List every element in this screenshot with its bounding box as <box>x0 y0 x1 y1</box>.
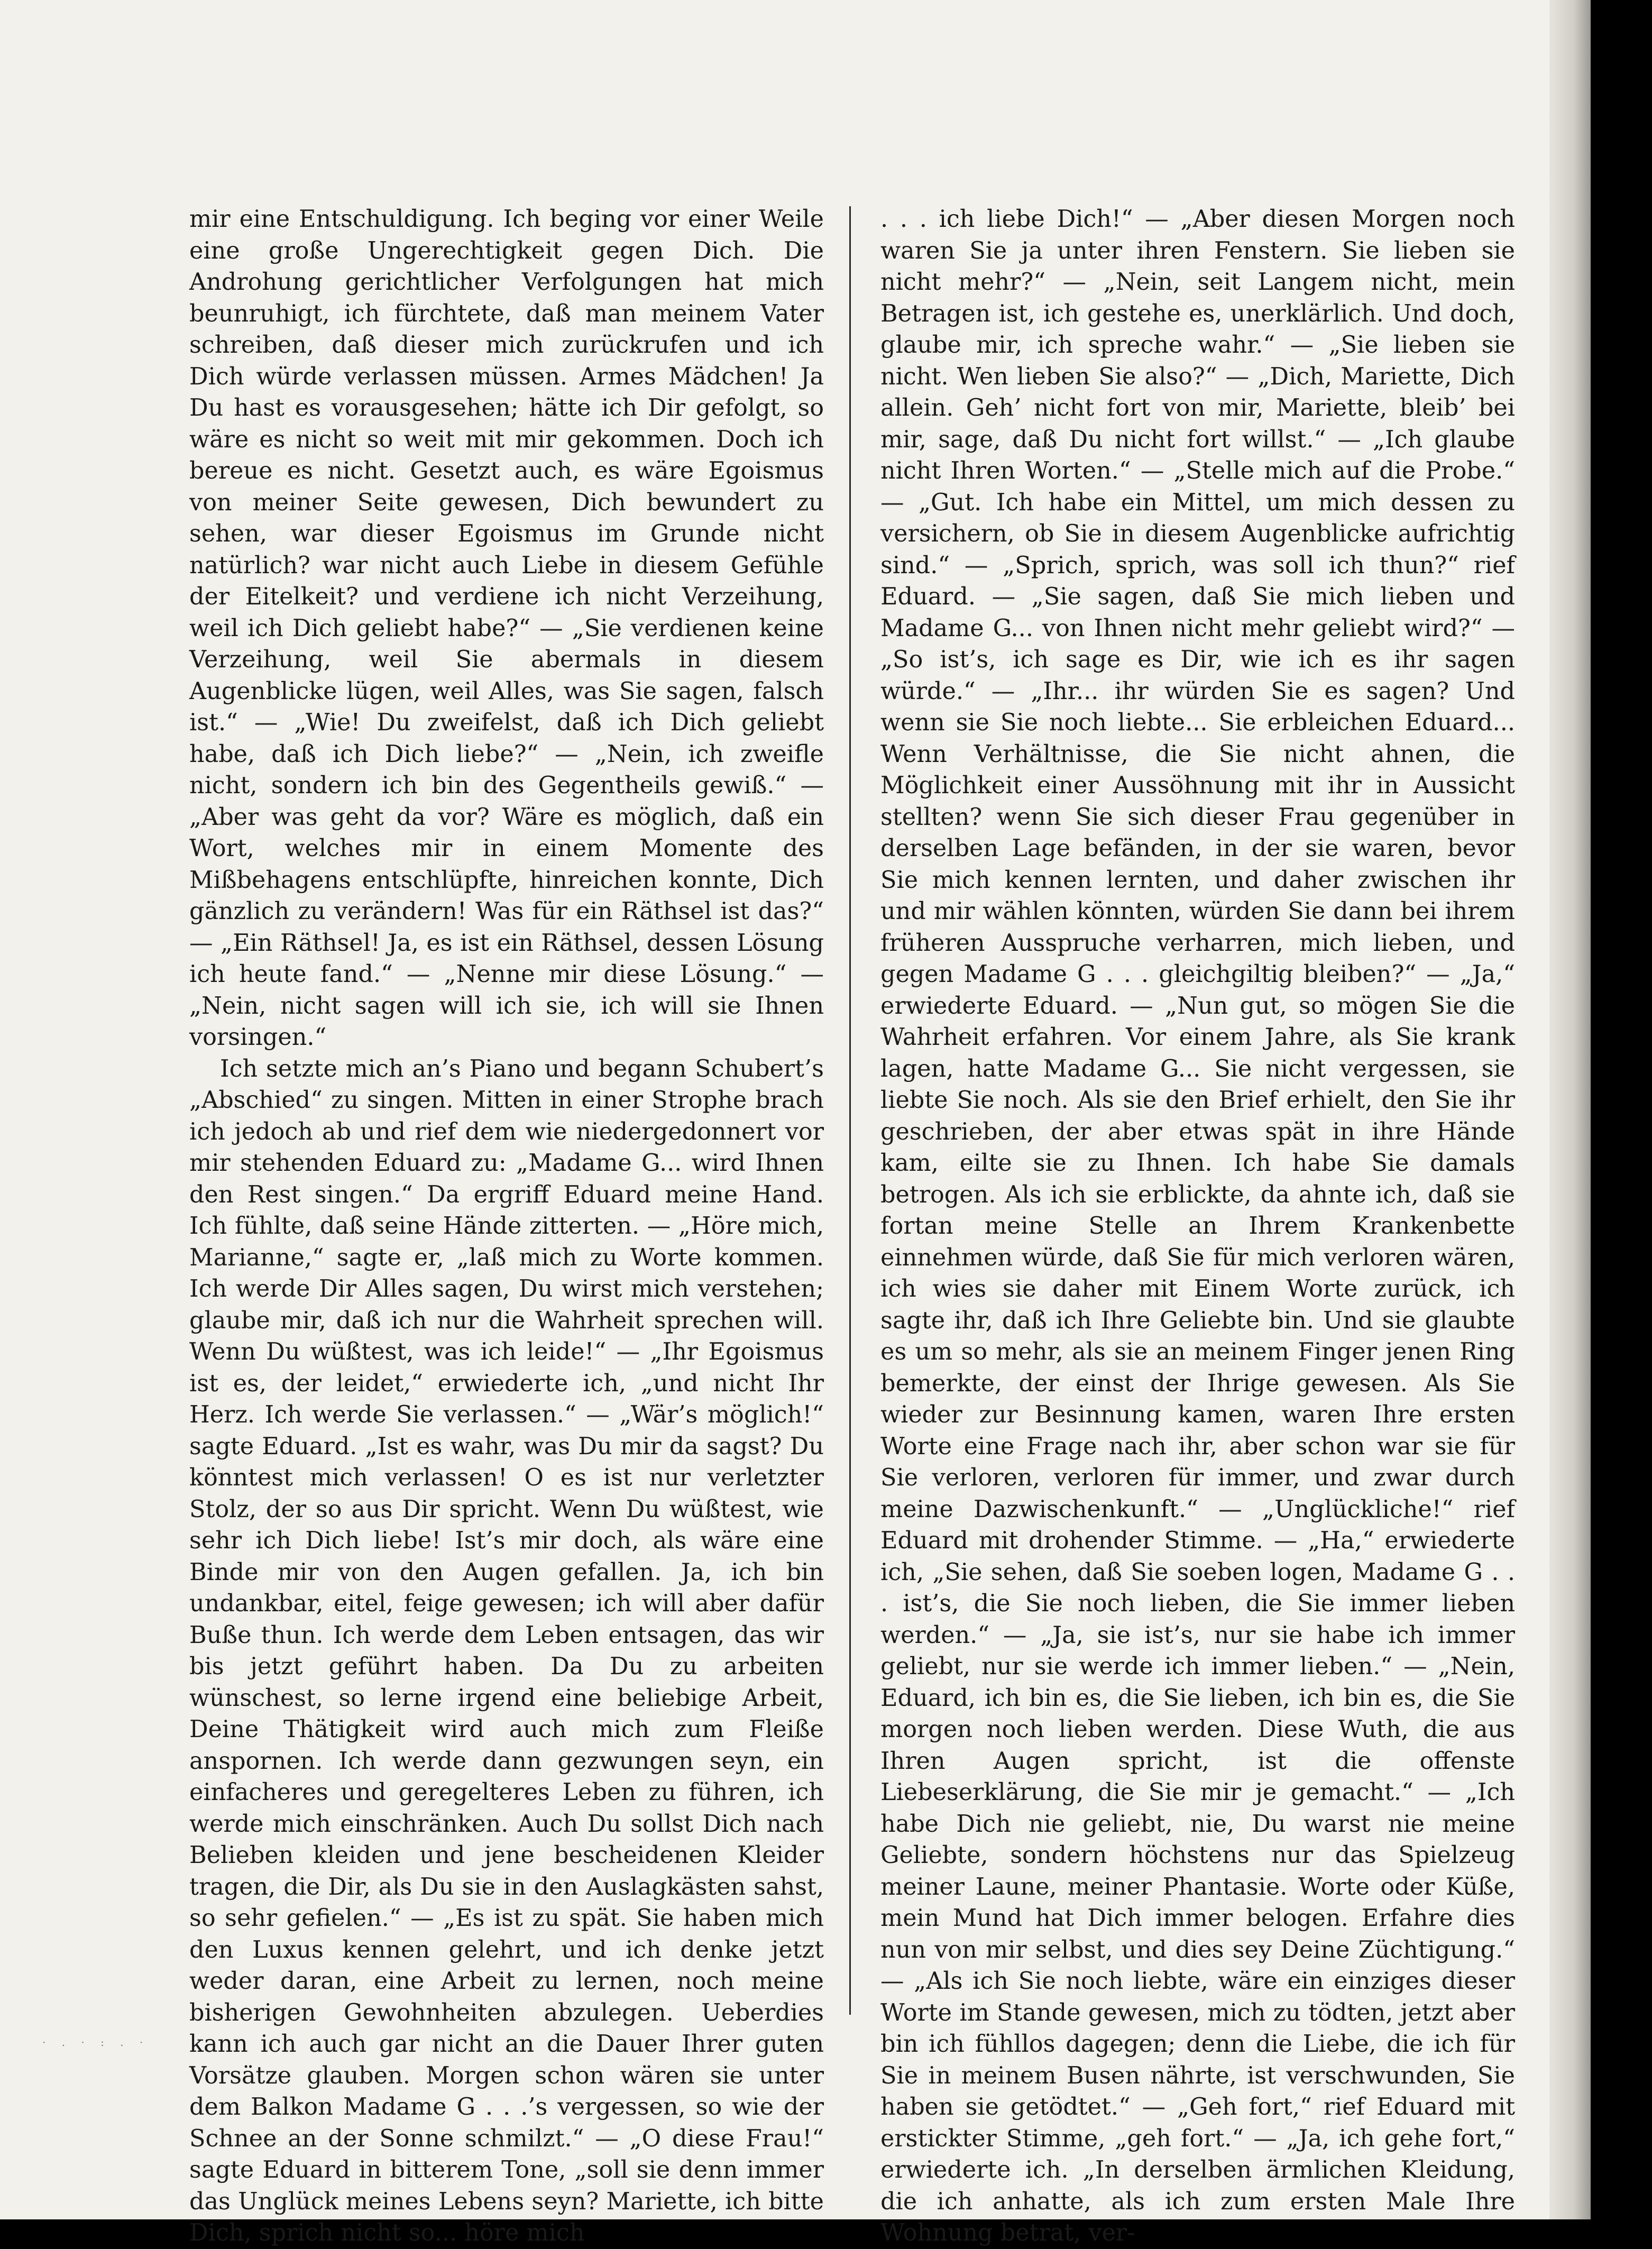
left-paragraph-2: Ich setzte mich an’s Piano und begann Schubert’s „Abschied“ zu singen. Mitten in einer Strophe brach ich jedoch ab und rief dem wie niedergedonnert vor mir stehenden Eduard zu: „Madame G... wird Ihnen den Rest singen.“ Da ergriff Eduard meine Hand. Ich fühlte, daß seine Hände zitterten. — „Höre mich, Marianne,“ sagte er, „laß mich zu Worte kommen. Ich werde Dir Alles sagen, Du wirst mich verstehen; glaube mir, daß ich nur die Wahrheit sprechen will. Wenn Du wüßtest, was ich leide!“ — „Ihr Egoismus ist es, der leidet,“ erwiederte ich, „und nicht Ihr Herz. Ich werde Sie verlassen.“ — „Wär’s möglich!“ sagte Eduard. „Ist es wahr, was Du mir da sagst? Du könntest mich verlassen! O es ist nur verletzter Stolz, der so aus Dir spricht. Wenn Du wüßtest, wie sehr ich Dich liebe! Ist’s mir doch, als wäre eine Binde mir von den Augen gefallen. Ja, ich bin undankbar, eitel, feige gewesen; ich will aber dafür Buße thun. Ich werde dem Leben entsagen, das wir bis jetzt geführt haben. Da Du zu arbeiten wünschest, so lerne irgend eine beliebige Arbeit, Deine Thätigkeit wird auch mich zum Fleiße anspornen. Ich werde dann gezwungen seyn, ein einfacheres und geregelteres Leben zu führen, ich werde mich einschränken. Auch Du sollst Dich nach Belieben kleiden und jene bescheidenen Kleider tragen, die Dir, als Du sie in den Auslagkästen sahst, so sehr gefielen.“ — „Es ist zu spät. Sie haben mich den Luxus kennen gelehrt, und ich denke jetzt weder daran, eine Arbeit zu lernen, noch meine bisherigen Gewohnheiten abzulegen. Ueberdies kann ich auch gar nicht an die Dauer Ihrer guten Vorsätze glauben. Morgen schon wären sie unter dem Balkon Madame G . . .’s vergessen, so wie der Schnee an der Sonne schmilzt.“ — „O diese Frau!“ sagte Eduard in bitterem Tone, „soll sie denn immer das Unglück meines Lebens seyn? Mariette, ich bitte Dich, sprich nicht so... höre mich <box>189 1055 824 2246</box>
scan-specks: · . · : . · <box>42 2036 150 2049</box>
right-column <box>880 204 1515 2249</box>
page-edge-shadow <box>1549 0 1591 2219</box>
left-column <box>189 204 824 2249</box>
left-paragraph-1: mir eine Entschuldigung. Ich beging vor einer Weile eine große Ungerechtigkeit gegen Dich. Die Androhung gerichtlicher Verfolgungen hat mich beunruhigt, ich fürchtete, daß man meinem Vater schreiben, daß dieser mich zurückrufen und ich Dich würde verlassen müssen. Armes Mädchen! Ja Du hast es vorausgesehen; hätte ich Dir gefolgt, so wäre es nicht so weit mit mir gekommen. Doch ich bereue es nicht. Gesetzt auch, es wäre Egoismus von meiner Seite gewesen, Dich bewundert zu sehen, war dieser Egoismus im Grunde nicht natürlich? war nicht auch Liebe in diesem Gefühle der Eitelkeit? und verdiene ich nicht Verzeihung, weil ich Dich geliebt habe?“ — „Sie verdienen keine Verzeihung, weil Sie abermals in diesem Augenblicke lügen, weil Alles, was Sie sagen, falsch ist.“ — „Wie! Du zweifelst, daß ich Dich geliebt habe, daß ich Dich liebe?“ — „Nein, ich zweifle nicht, sondern ich bin des Gegentheils gewiß.“ — „Aber was geht da vor? Wäre es möglich, daß ein Wort, welches mir in einem Momente des Mißbehagens entschlüpfte, hinreichen konnte, Dich gänzlich zu verändern! Was für ein Räthsel ist das?“ — „Ein Räthsel! Ja, es ist ein Räthsel, dessen Lösung ich heute fand.“ — „Nenne mir diese Lösung.“ — „Nein, nicht sagen will ich sie, ich will sie Ihnen vorsingen.“ <box>189 206 824 1051</box>
column-divider <box>849 206 851 2015</box>
right-paragraph-1: . . . ich liebe Dich!“ — „Aber diesen Morgen noch waren Sie ja unter ihren Fenstern. Sie lieben sie nicht mehr?“ — „Nein, seit Langem nicht, mein Betragen ist, ich gestehe es, unerklärlich. Und doch, glaube mir, ich spreche wahr.“ — „Sie lieben sie nicht. Wen lieben Sie also?“ — „Dich, Mariette, Dich allein. Geh’ nicht fort von mir, Mariette, bleib’ bei mir, sage, daß Du nicht fort willst.“ — „Ich glaube nicht Ihren Worten.“ — „Stelle mich auf die Probe.“ — „Gut. Ich habe ein Mittel, um mich dessen zu versichern, ob Sie in diesem Augenblicke aufrichtig sind.“ — „Sprich, sprich, was soll ich thun?“ rief Eduard. — „Sie sagen, daß Sie mich lieben und Madame G... von Ihnen nicht mehr geliebt wird?“ — „So ist’s, ich sage es Dir, wie ich es ihr sagen würde.“ — „Ihr... ihr würden Sie es sagen? Und wenn sie Sie noch liebte... Sie erbleichen Eduard... Wenn Verhältnisse, die Sie nicht ahnen, die Möglichkeit einer Aussöhnung mit ihr in Aussicht stellten? wenn Sie sich dieser Frau gegenüber in derselben Lage befänden, in der sie waren, bevor Sie mich kennen lernten, und daher zwischen ihr und mir wählen könnten, würden Sie dann bei ihrem früheren Ausspruche verharren, mich lieben, und gegen Madame G . . . gleichgiltig bleiben?“ — „Ja,“ erwiederte Eduard. — „Nun gut, so mögen Sie die Wahrheit erfahren. Vor einem Jahre, als Sie krank lagen, hatte Madame G... Sie nicht vergessen, sie liebte Sie noch. Als sie den Brief erhielt, den Sie ihr geschrieben, der aber etwas spät in ihre Hände kam, eilte sie zu Ihnen. Ich habe Sie damals betrogen. Als ich sie erblickte, da ahnte ich, daß sie fortan meine Stelle an Ihrem Krankenbette einnehmen würde, daß Sie für mich verloren wären, ich wies sie daher mit Einem Worte zurück, ich sagte ihr, daß ich Ihre Geliebte bin. Und sie glaubte es um so mehr, als sie an meinem Finger jenen Ring bemerkte, der einst der Ihrige gewesen. Als Sie wieder zur Besinnung kamen, waren Ihre ersten Worte eine Frage nach ihr, aber schon war sie für Sie verloren, verloren für immer, und zwar durch meine Dazwischenkunft.“ — „Unglückliche!“ rief Eduard mit drohender Stimme. — „Ha,“ erwiederte ich, „Sie sehen, daß Sie soeben logen, Madame G . . . ist’s, die Sie noch lieben, die Sie immer lieben werden.“ — „Ja, sie ist’s, nur sie habe ich immer geliebt, nur sie werde ich immer lieben.“ — „Nein, Eduard, ich bin es, die Sie lieben, ich bin es, die Sie morgen noch lieben werden. Diese Wuth, die aus Ihren Augen spricht, ist die offenste Liebeserklärung, die Sie mir je gemacht.“ — „Ich habe Dich nie geliebt, nie, Du warst nie meine Geliebte, sondern höchstens nur das Spielzeug meiner Laune, meiner Phantasie. Worte oder Küße, mein Mund hat Dich immer belogen. Erfahre dies nun von mir selbst, und dies sey Deine Züchtigung.“ — „Als ich Sie noch liebte, wäre ein einziges dieser Worte im Stande gewesen, mich zu tödten, jetzt aber bin ich fühllos dagegen; denn die Liebe, die ich für Sie in meinem Busen nährte, ist verschwunden, Sie haben sie getödtet.“ — „Geh fort,“ rief Eduard mit erstickter Stimme, „geh fort.“ — „Ja, ich gehe fort,“ erwiederte ich. „In derselben ärmlichen Kleidung, die ich anhatte, als ich zum ersten Male Ihre Wohnung betrat, ver- <box>880 206 1515 2246</box>
